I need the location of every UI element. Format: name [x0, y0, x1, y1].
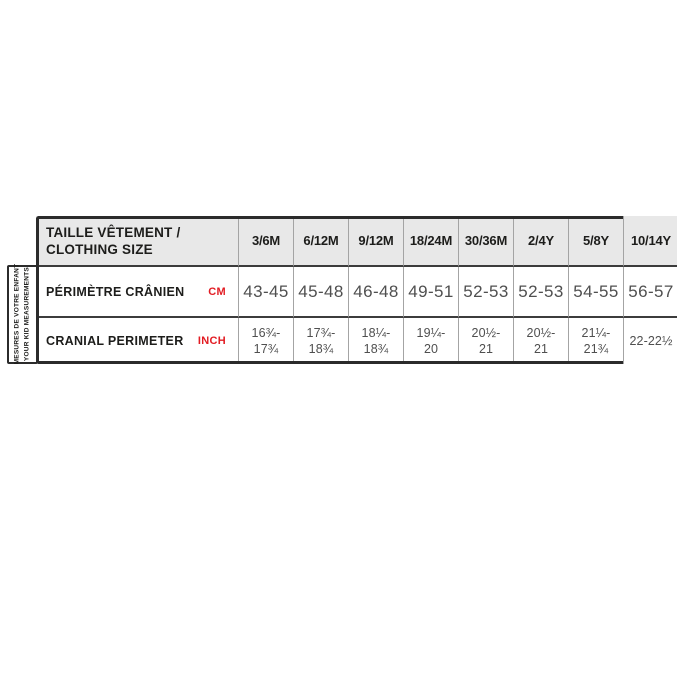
inch-value-line2: 18¾	[363, 342, 389, 356]
size-label: 30/36M	[464, 233, 508, 248]
inch-value-line2: 20	[423, 342, 439, 356]
inch-value-cell	[403, 318, 458, 364]
size-column-header	[513, 216, 568, 267]
cm-value-cell	[458, 267, 513, 318]
cm-value-cell	[293, 267, 348, 318]
size-chart-table	[36, 216, 677, 364]
side-label-text	[12, 264, 32, 365]
size-column-header	[568, 216, 623, 267]
header-title-line2: CLOTHING SIZE	[46, 241, 153, 257]
row-label-text: PÉRIMÈTRE CRÂNIEN	[46, 284, 185, 299]
inch-value-line1: 20½-	[526, 326, 556, 340]
row-label-cranial-perimeter	[36, 318, 238, 364]
unit-cm: CM	[208, 285, 226, 298]
inch-value-cell	[568, 318, 623, 364]
size-column-header	[458, 216, 513, 267]
inch-value-cell	[513, 318, 568, 364]
inch-value-line2: 21	[533, 342, 549, 356]
size-label: 6/12M	[303, 233, 339, 248]
size-label: 3/6M	[251, 233, 281, 248]
inch-value-line2: 17¾	[253, 342, 279, 356]
inch-value-line2: 21	[478, 342, 494, 356]
size-column-header	[293, 216, 348, 267]
cm-value-cell	[513, 267, 568, 318]
side-label-line-en: YOUR KID MEASUREMENTS	[23, 267, 31, 362]
side-label-line-fr: MESURES DE VOTRE ENFANT	[13, 264, 21, 365]
size-column-header	[403, 216, 458, 267]
measurements-side-label	[7, 265, 38, 364]
cm-value-cell	[568, 267, 623, 318]
cm-value-cell	[623, 267, 677, 318]
cm-value: 52-53	[463, 281, 509, 301]
row-label-perimetre-cranien	[36, 267, 238, 318]
inch-value-line1: 22-22½	[629, 334, 673, 348]
inch-value-line1: 21¼-	[581, 326, 611, 340]
cm-value: 45-48	[298, 281, 344, 301]
clothing-size-title	[46, 224, 180, 258]
inch-value-line2: 21¾	[583, 342, 609, 356]
inch-value-cell	[623, 318, 677, 364]
inch-value-line2: 18¾	[308, 342, 334, 356]
size-column-header	[623, 216, 677, 267]
size-column-header	[348, 216, 403, 267]
size-label: 18/24M	[409, 233, 453, 248]
unit-inch: INCH	[197, 335, 226, 347]
cm-value: 56-57	[628, 281, 674, 301]
cm-value-cell	[403, 267, 458, 318]
header-title-line1: TAILLE VÊTEMENT /	[46, 224, 181, 240]
cm-value-cell	[348, 267, 403, 318]
inch-value-cell	[348, 318, 403, 364]
cm-value: 43-45	[243, 281, 289, 301]
cm-value: 54-55	[573, 281, 619, 301]
inch-value-cell	[458, 318, 513, 364]
cm-value: 52-53	[518, 281, 564, 301]
inch-value-line1: 18¼-	[361, 326, 391, 340]
inch-value-line1: 17¾-	[306, 326, 336, 340]
row-label-text: CRANIAL PERIMETER	[46, 334, 184, 348]
inch-value-line1: 16¾-	[251, 326, 281, 340]
size-label: 5/8Y	[583, 233, 609, 248]
inch-value-line1: 19¼-	[416, 326, 446, 340]
size-label: 9/12M	[358, 233, 394, 248]
cm-value: 49-51	[408, 281, 454, 301]
size-label: 2/4Y	[528, 233, 554, 248]
header-cell-clothing-size	[36, 216, 238, 267]
size-label: 10/14Y	[630, 233, 671, 248]
cm-value-cell	[238, 267, 293, 318]
size-column-header	[238, 216, 293, 267]
cm-value: 46-48	[353, 281, 399, 301]
inch-value-cell	[293, 318, 348, 364]
inch-value-line1: 20½-	[471, 326, 501, 340]
inch-value-cell	[238, 318, 293, 364]
